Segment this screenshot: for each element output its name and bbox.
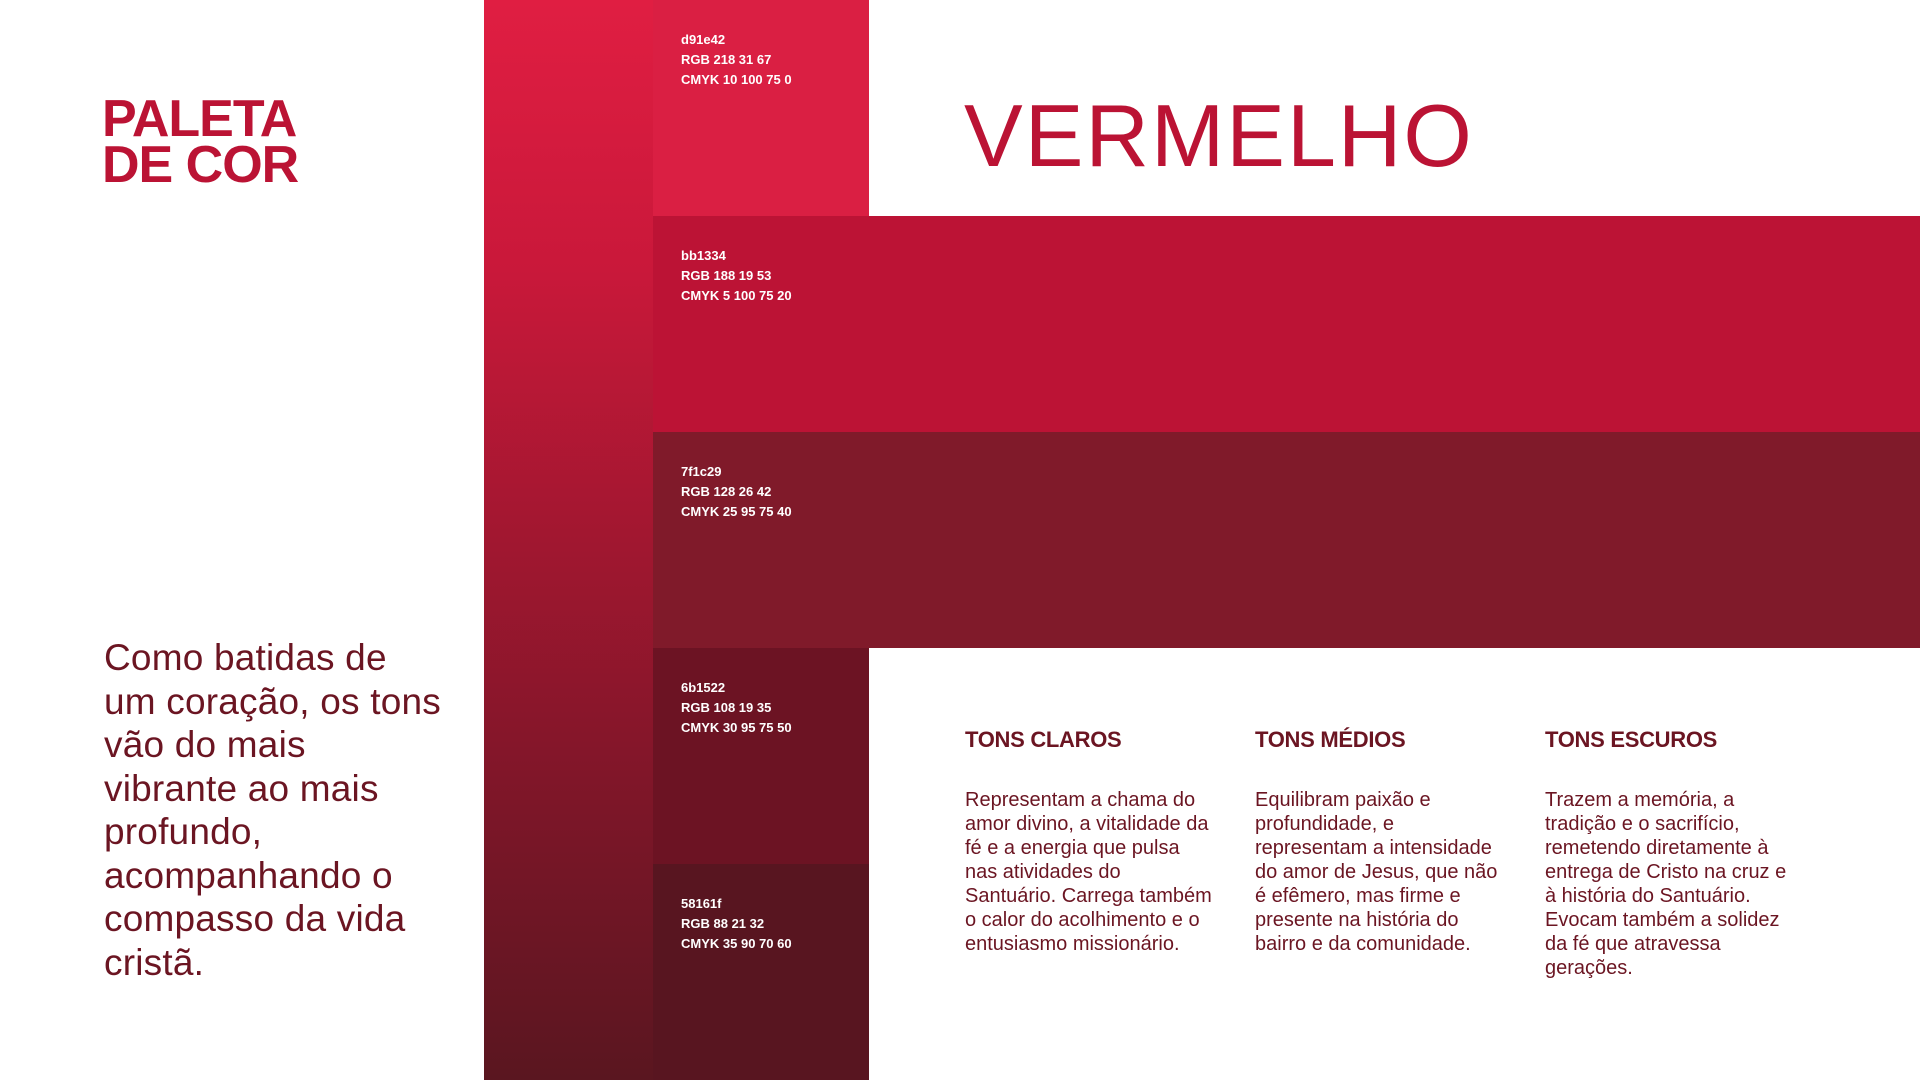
page-title	[102, 90, 299, 194]
swatch-cmyk: CMYK 25 95 75 40	[681, 504, 792, 519]
gradient-strip	[484, 0, 653, 1080]
column-title: TONS ESCUROS	[1545, 727, 1718, 752]
swatch-rgb: RGB 188 19 53	[681, 268, 772, 283]
swatch-rgb: RGB 88 21 32	[681, 916, 765, 931]
swatch-58161f	[653, 864, 869, 1080]
swatch-code	[681, 678, 792, 738]
swatch-6b1522	[653, 648, 869, 864]
swatch-hex: 58161f	[681, 896, 722, 911]
swatch-rgb: RGB 108 19 35	[681, 700, 772, 715]
swatch-hex: d91e42	[681, 32, 726, 47]
column-title: TONS CLAROS	[965, 727, 1122, 752]
column-text: Trazem a memória, a tradição e o sacrifício, remetendo diretamente à entrega de Cristo na cruz e à história do Santuário. Evocam também a solidez da fé que atravessa gerações.	[1545, 789, 1787, 979]
swatch-7f1c29	[653, 432, 1920, 648]
column-tons-escuros	[1545, 726, 1795, 980]
intro-text: Como batidas de um coração, os tons vão do mais vibrante ao mais profundo, acompanhando o compasso da vida cristã.	[104, 637, 441, 983]
swatch-rgb: RGB 128 26 42	[681, 484, 772, 499]
column-title: TONS MÉDIOS	[1255, 727, 1406, 752]
swatch-bb1334	[653, 216, 1920, 432]
palette-heading: VERMELHO	[964, 86, 1474, 185]
swatch-cmyk: CMYK 35 90 70 60	[681, 936, 792, 951]
title-line-2: DE COR	[102, 136, 299, 194]
swatch-code	[681, 462, 792, 522]
swatch-cmyk: CMYK 10 100 75 0	[681, 72, 792, 87]
column-tons-medios	[1255, 726, 1505, 956]
column-tons-claros	[965, 726, 1215, 956]
swatch-cmyk: CMYK 5 100 75 20	[681, 288, 792, 303]
column-text: Equilibram paixão e profundidade, e representam a intensidade do amor de Jesus, que não é efêmero, mas firme e presente na história do bairro e da comunidade.	[1255, 789, 1498, 955]
swatch-hex: 6b1522	[681, 680, 726, 695]
swatch-hex: 7f1c29	[681, 464, 722, 479]
swatch-hex: bb1334	[681, 248, 726, 263]
swatch-cmyk: CMYK 30 95 75 50	[681, 720, 792, 735]
swatch-d91e42	[653, 0, 869, 216]
title-line-1: PALETA	[102, 90, 297, 148]
swatch-rgb: RGB 218 31 67	[681, 52, 772, 67]
swatch-code	[681, 246, 792, 306]
swatch-code	[681, 30, 792, 90]
swatch-code	[681, 894, 792, 954]
column-text: Representam a chama do amor divino, a vitalidade da fé e a energia que pulsa nas atividades do Santuário. Carrega também o calor do acolhimento e o entusiasmo missionário.	[965, 789, 1212, 955]
